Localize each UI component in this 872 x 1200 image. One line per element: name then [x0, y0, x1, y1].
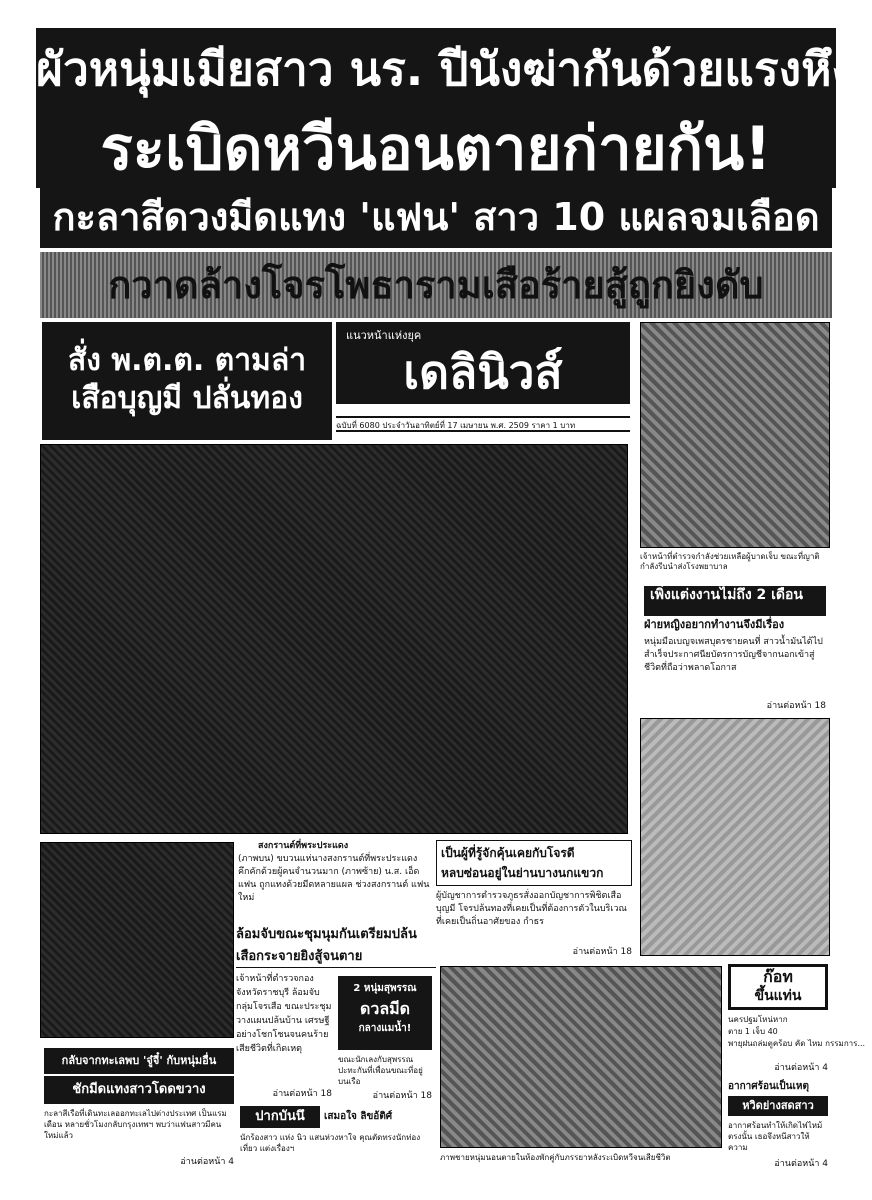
top-right-headline-2: ฝ่ายหญิงอยากทำงานจึงมีเรื่อง	[644, 618, 785, 631]
bottom-right-text-1: อากาศร้อนเป็นเหตุ	[728, 1081, 809, 1092]
column-title: ปากบันนึ	[240, 1106, 320, 1128]
middle-story-headline-1: ล้อมจับขณะชุมนุมกันเตรียมปล้น	[236, 927, 417, 942]
masthead	[336, 322, 630, 440]
box2-line-1: 2 หนุ่มสุพรรณ	[353, 983, 417, 994]
kot-box	[728, 964, 828, 1010]
crowd-caption	[238, 840, 432, 924]
left-box-line-1: สั่ง พ.ต.ต. ตามล่า	[67, 343, 307, 378]
column-subtitle: เสมอใจ ลิขอ้ติศ์	[324, 1111, 393, 1122]
photo-injured-woman	[40, 842, 234, 1038]
headline-line-3: กะลาสีดวงมีดแทง 'แฟน' สาว 10 แผลจมเลือด	[40, 186, 832, 248]
middle-story-continued: อ่านต่อหน้า 18	[272, 1089, 332, 1099]
kot-item-1: นครปฐมโหน่หาก	[728, 1015, 788, 1024]
crowd-caption-title: สงกรานต์ที่พระประแดง	[258, 841, 349, 851]
photo-couple-dead-in-room	[440, 966, 722, 1148]
photo-songkran-crowd	[40, 444, 628, 834]
right-story-continued: อ่านต่อหน้า 18	[572, 947, 632, 957]
column-box	[240, 1106, 434, 1166]
top-right-body: หนุ่มมือเบญจเพสบุตรชายคนที่ สาวน้ำมันได้ไปสำเร็จประกาศนียบัตรการบัญชีจากนอกเข้าสู่ชีวิตที่ถือว่าพลาดโอกาส	[644, 637, 823, 673]
photo-portrait-young-man	[640, 718, 830, 956]
column-body: นักร้องสาว แห่ง นิว แสนห่วงหาใจ คุณตัดทรงนักท่องเที่ยว แต่งเรื่องฯ	[240, 1133, 421, 1153]
bottom-left-headline-1: กลับจากทะเลพบ 'จู๋จี๋' กับหนุ่มอื่น	[44, 1048, 234, 1074]
right-story-headline-2: หลบซ่อนอยู่ในย่านบางนกแขวก	[441, 866, 604, 880]
bottom-photo-caption: ภาพชายหนุ่มนอนตายในห้องพักคู่กับภรรยาหลังระเบิดหวีจนเสียชีวิต	[440, 1153, 671, 1162]
kot-line-1: ก๊อท	[763, 967, 793, 986]
kot-item-2: ตาย 1 เจ็บ 40	[728, 1027, 778, 1036]
middle-story-headline-2: เสือกระจายยิงสู้จนตาย	[236, 946, 436, 968]
left-headline-box	[42, 322, 332, 440]
kot-items	[728, 1014, 866, 1062]
middle-story-body: เจ้าหน้าที่ตำรวจกองจังหวัดราชบุรี ล้อมจับกลุ่มโจรเสือ ขณะประชุมวางแผนปล้นบ้าน เศรษฐีอย่างโชกโชนจนคนร้ายเสียชีวิตที่เกิดเหตุ	[236, 974, 332, 1054]
bottom-right-body: อากาศร้อนทำให้เกิดไฟไหม้ตรงนั้น เธอจึงหนีสาวให้ความ	[728, 1121, 823, 1152]
bottom-left-body: กะลาสีเรือที่เดินทะเลออกทะเลไปต่างประเทศ เป็นแรมเดือน หลายชั่วโมงกลับกรุงเทพฯ พบว่าแฟนสาวมีคนใหม่แล้ว	[44, 1109, 227, 1140]
kot-item-3: พายุฝนถล่มตูคร้อบ คัด ไหม กรรมการ...	[728, 1039, 866, 1048]
headline-line-4: กวาดล้างโจรโพธารามเสือร้ายสู้ถูกยิงดับ	[40, 252, 832, 318]
bottom-left-headline-2: ชักมีดแทงสาวโดดขวาง	[44, 1076, 234, 1104]
masthead-title: เดลินิวส์	[403, 345, 563, 399]
headline-line-1: ผัวหนุ่มเมียสาว นร. ปีนังฆ่ากันด้วยแรงหึง	[36, 28, 836, 110]
masthead-title-block	[336, 322, 630, 404]
top-right-headline	[644, 586, 826, 616]
bottom-right-continued: อ่านต่อหน้า 4	[774, 1159, 828, 1169]
kot-line-2: ขึ้นแท่น	[754, 988, 802, 1004]
kot-continued: อ่านต่อหน้า 4	[774, 1063, 828, 1073]
top-right-headline-1: เพิ่งแต่งงานไม่ถึง 2 เดือน	[650, 587, 803, 603]
box-suphan-knife-fight	[338, 976, 432, 1050]
bottom-right-headline: หวิดย่างสดสาว	[728, 1096, 828, 1116]
box2-line-2: ดวลมีด	[359, 999, 411, 1018]
box2-line-3: กลางแมน้ำ!	[358, 1023, 412, 1034]
masthead-issue-info: ฉบับที่ 6080 ประจำวันอาทิตย์ที่ 17 เมษายน พ.ศ. 2509 ราคา 1 บาท	[336, 416, 630, 432]
bottom-left-continued: อ่านต่อหน้า 4	[180, 1157, 234, 1167]
crowd-caption-body: (ภาพบน) ขบวนแห่นางสงกรานต์ที่พระประแดงคึกคักด้วยผู้คนจำนวนมาก (ภาพซ้าย) น.ส. เอ็ด แฟน ถูกแทงด้วยมีดหลายแผล ช่วงสงกรานต์ แฟน ใหม่	[238, 854, 430, 903]
right-story-body: ผู้บัญชาการตำรวจภูธรสั่งออกบัญชาการพิชิตเสือบุญมี โจรปล้นทองที่เคยเป็นที่ต้องการตัวในบริเวณที่เคยเป็นถิ่นอาศัยของ กำธร	[436, 891, 627, 927]
right-story-headline	[436, 840, 632, 886]
box2-body: ขณะนักเลงกับสุพรรณปะทะกันที่เพื่อนขณะที่อยู่บนเรือ	[338, 1055, 423, 1086]
box2-continued: อ่านต่อหน้า 18	[372, 1091, 432, 1101]
photo-police-helping-injured	[640, 322, 830, 548]
headline-line-2: ระเบิดหวีนอนตายก่ายกัน!	[36, 110, 836, 188]
masthead-tagline: แนวหน้าแห่งยุค	[346, 329, 422, 342]
top-right-continued: อ่านต่อหน้า 18	[766, 701, 826, 711]
right-story-headline-1: เป็นผู้ที่รู้จักคุ้นเคยกับโจรดี	[441, 846, 575, 860]
left-box-line-2: เสือบุญมี ปลั่นทอง	[71, 381, 303, 416]
top-right-photo-caption: เจ้าหน้าที่ตำรวจกำลังช่วยเหลือผู้บาดเจ็บ ขณะที่ญาติกำลังรีบนำส่งโรงพยาบาล	[640, 552, 820, 571]
